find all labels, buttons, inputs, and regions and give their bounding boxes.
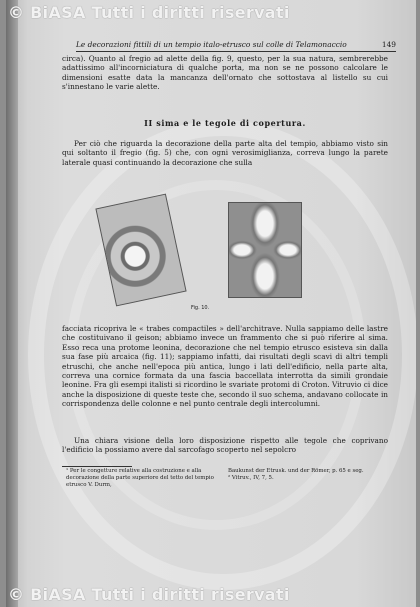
watermark-top: © BiASA Tutti i diritti riservati <box>8 3 290 22</box>
document-page <box>6 0 416 607</box>
paragraph-sima: Per ciò che riguarda la decorazione della parte alta del tempio, abbiamo visto sin qui soltanto il fregio (fig. 5) che, con ogni verosimiglianza, correva lungo la parete laterale quasi continuando la decorazione che sulla <box>62 139 388 167</box>
footnote-right <box>228 468 388 482</box>
figure-floral-tile <box>228 202 302 298</box>
footnote-right-line1: Baukunst der Etrusk. und der Römer, p. 65 e seg. <box>228 468 364 474</box>
footnote-left: ¹ Per le congetture relative alla costruzione e alla decorazione della parte superiore del tetto del tempio etrusco V. Durm, <box>66 468 214 488</box>
paragraph-intro: circa). Quanto al fregio ad alette della fig. 9, questo, per la sua natura, sembrerebbe adattissimo all'incorniciatura di qualche porta, ma non se ne possono calcolare le dimensioni esatte data la mancanza dell'ornato che sottostava al listello su cui s'innestano le varie alette. <box>62 54 388 92</box>
book-spine-shadow <box>6 0 18 607</box>
running-header <box>76 40 396 52</box>
footnote-rule <box>62 466 132 467</box>
paragraph-tegole: Una chiara visione della loro disposizione rispetto alle tegole che coprivano l'edificio la possiamo avere dal sarcofago scoperto nel sepolcro <box>62 436 388 455</box>
section-heading: II sima e le tegole di copertura. <box>144 118 306 128</box>
watermark-bottom: © BiASA Tutti i diritti riservati <box>8 585 290 604</box>
paragraph-geison: facciata ricopriva le « trabes compactiles » dell'architrave. Nulla sappiamo delle lastre che costituivano il geison; abbiamo invece un frammento che si può riferire al sima. Esso reca una protome leonina, decorazione che nel tempio etrusco esisteva sin dalla sua fase più arcaica (fig. 11); sappiamo infatti, dai risultati degli scavi di altri templi etruschi, che anche nell'epoca più antica, lungo i lati dell'edificio, nella parte alta, correva una cornice formata da una fascia baccellata interrotta da simili grondaie leonine. Fra gli esempi italisti si ricordino le svariate protomi di Croton. Vitruvio ci dice anche la disposizione di queste teste che, secondo il suo schema, andavano collocate in corrispondenza delle colonne e nel punto centrale degli intercolumni. <box>62 324 388 409</box>
running-title: Le decorazioni fittili di un tempio italo-etrusco sul colle di Telamonaccio <box>76 40 347 49</box>
figure-caption: Fig. 10. <box>191 305 210 311</box>
page-number: 149 <box>381 40 396 49</box>
footnote-right-line2: ² Vitruv., IV, 7, 5. <box>228 475 274 481</box>
